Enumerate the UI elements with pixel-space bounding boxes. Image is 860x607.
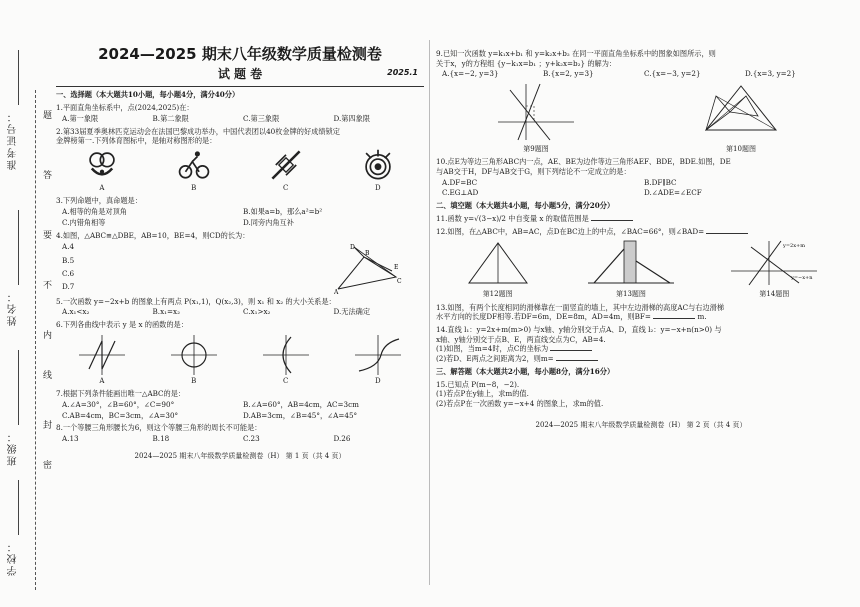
q6-label-b: B [191,376,197,385]
question-14 [436,325,846,364]
q4-option-c[interactable]: C.6 [62,268,75,278]
q13-stem-line2 [436,312,846,322]
q6-label-a: A [99,376,105,385]
q4-label-a: A [334,288,339,295]
q10-option-d[interactable]: D.∠ADE=∠ECF [644,188,702,198]
q4-label-c: C [397,277,402,285]
q14-stem-2: x轴、y轴分别交于点B、E，两直线交点为C，AB=4. [436,334,606,344]
q1-option-a[interactable]: A.第一象限 [62,113,99,123]
q10-stem-2: 与AB交于H，DF与AB交于G，则下列结论不一定成立的是： [436,167,631,177]
table-tennis-icon[interactable] [85,148,119,182]
q10-option-b[interactable]: B.DF∥BC [644,177,677,187]
q4-triangle-figure [334,243,404,295]
q2-stem-line1: 2.第33届夏季奥林匹克运动会在法国巴黎成功举办，中国代表团以40枚金牌的好成绩锁定 [56,126,340,136]
question-9 [436,49,846,79]
q15-sub2: (2)若点P在一次函数 y=−x+4 的图象上，求m的值. [436,398,604,408]
binding-margin [0,40,62,600]
q2-label-c: C [282,184,289,193]
q3-stem: 3.下列命题中，真命题是： [56,196,142,206]
q2-stem-line2: 金牌榜第一.下列体育图标中，是轴对称图形的是： [56,136,217,146]
cycling-icon[interactable] [177,148,211,182]
question-3 [56,196,424,227]
question-8 [56,423,424,443]
q4-option-a[interactable]: A.4 [62,242,75,252]
q1-option-c[interactable]: C.第三象限 [243,113,280,123]
exam-number-label: 准考证号： [8,110,19,170]
q13-stem: 13.如图，有两个长度相同的滑梯靠在一面竖直的墙上，其中左边滑梯的高度AC与右边滑梯 [436,302,725,312]
q7-option-b[interactable]: B.∠A=60°，AB=4cm，AC=3cm [243,399,359,409]
q14-sub2 [436,354,846,364]
q14-sub2-text: (2)若D、E两点之间距离为2，则m= [436,354,554,364]
q13-unit: m. [697,312,707,322]
page-1-footer: 2024—2025 期末八年级数学质量检测卷（H） 第 1 页（共 4 页） [134,452,346,461]
q3-options-row2 [56,218,424,228]
q2-icon-labels [56,184,424,193]
q4-stem: 4.如图，△ABC≌△DBE，AB=10，BE=4，则CD的长为： [56,230,250,240]
page-divider [429,40,430,585]
question-5 [56,297,424,317]
q2-label-d: D [374,184,381,193]
section-3-heading: 三、解答题（本大题共2小题，每小题8分，满分16分） [436,366,615,376]
q6-graph-d[interactable] [353,333,403,377]
q8-option-d[interactable]: D.26 [333,434,351,444]
exam-number-underline [18,50,19,105]
q1-option-b[interactable]: B.第二象限 [152,113,189,123]
seal-line [35,90,36,590]
q7-stem: 7.根据下列条件能画出唯一△ABC的是： [56,389,186,399]
page-2 [436,46,846,430]
q3-option-d[interactable]: D.同旁内角互补 [243,217,294,227]
q4-label-b: B [365,249,370,257]
q14-line2-label: y=−x+n [791,275,813,282]
subtitle-text: 试 题 卷 [217,67,263,82]
q14-graph [729,239,819,287]
q5-stem: 5.一次函数 y=−2x+b 的图象上有两点 P(x₁,1)，Q(x₂,3)，则 x₁ 和 x₂ 的大小关系是： [56,296,336,306]
school-label: 学校： [8,540,19,576]
class-underline [18,350,19,425]
q9-stem: 9.已知一次函数 y=k₁x+b₁ 和 y=k₂x+b₂ 在同一平面直角坐标系中的图象如图所示，则 [436,49,716,58]
q12-answer-blank[interactable] [706,233,748,234]
q4-option-b[interactable]: B.5 [62,255,75,265]
q14-sub2-blank[interactable] [556,360,598,361]
q9-figure [496,82,576,154]
archery-icon[interactable] [269,148,303,182]
q1-options [56,114,424,124]
q5-option-d[interactable]: D.无法确定 [333,307,371,317]
q5-option-c[interactable]: C.x₁>x₂ [243,307,271,317]
q13-answer-blank[interactable] [653,318,695,319]
q8-option-b[interactable]: B.18 [152,434,170,444]
q2-sport-icons [56,148,424,182]
q3-option-c[interactable]: C.内错角相等 [62,217,106,227]
q14-sub1-text: (1)如图，当m=4时，点C的坐标为 [436,344,549,354]
exam-subtitle [56,66,424,82]
exam-date: 2025.1 [387,68,418,78]
q9-options [436,69,846,79]
q12-triangle [463,239,533,287]
q10-option-c[interactable]: C.EG⊥AD [442,188,479,198]
exam-title: 2024—2025 期末八年级数学质量检测卷 [98,45,382,63]
q5-option-a[interactable]: A.x₁<x₂ [62,307,90,317]
q4-label-d: D [350,243,355,251]
q6-graph-b[interactable] [169,333,219,377]
page-1 [56,36,424,461]
class-label: 班级： [8,430,19,466]
q14-stem: 14.直线 l₁：y=2x+m(m>0) 与x轴、y轴分别交于点A、D，直线 l₂：y=−x+n(n>0) 与 [436,324,722,334]
seal-char: 要 [41,230,51,239]
q9-stem-2: 关于x，y的方程组 {y−k₁x=b₁ ；y+k₂x=b₂} 的解为： [436,58,617,68]
q7-options-row2 [56,411,424,421]
q3-option-a[interactable]: A.相等的角是对顶角 [62,207,127,217]
q8-option-a[interactable]: A.13 [62,434,79,444]
seal-char: 线 [41,370,51,379]
question-4 [56,231,424,294]
q9-caption: 第9题图 [523,144,549,153]
q15-sub1: (1)若点P在y轴上，求m的值. [436,389,529,399]
q11-answer-blank[interactable] [591,220,633,221]
q7-option-d[interactable]: D.AB=3cm，∠B=45°，∠A=45° [243,410,358,420]
q14-figure [729,239,819,299]
question-11 [436,214,846,224]
q9-option-d[interactable]: D.{x=3, y=2} [745,69,796,79]
q6-graph-a[interactable] [77,333,127,377]
q5-options [56,307,424,317]
q15-stem: 15.已知点 P(m−8，−2). [436,379,520,389]
q7-options-row1 [56,400,424,410]
q13-figure [586,239,676,299]
q9-q10-figures [436,82,846,154]
q3-options-row1 [56,207,424,217]
q10-triangles [696,82,786,142]
q8-options [56,434,424,444]
q4-label-e: E [394,263,399,271]
q6-label-d: D [374,376,381,385]
q6-graphs [56,333,424,377]
q6-stem: 6.下列各曲线中表示 y 是 x 的函数的是： [56,320,188,330]
question-1 [56,103,424,123]
q12-stem: 12.如图，在△ABC中，AB=AC，点D在BC边上的中点，∠BAC=66°，则∠BAD= [436,226,705,236]
q12-caption: 第12题图 [482,290,513,299]
question-15 [436,380,846,409]
q14-line1-label: y=2x+m [783,243,806,250]
q9-graph [496,82,576,142]
q13-slides [586,239,676,287]
q7-option-a[interactable]: A.∠A=30°，∠B=60°，∠C=90° [62,399,175,409]
q11-stem: 11.函数 y=√(3−x)/2 中自变量 x 的取值范围是 [436,213,589,223]
q12-q14-figures [436,239,846,299]
q2-label-b: B [191,184,197,193]
q12-figure [463,239,533,299]
q1-stem: 1.平面直角坐标系中，点(2024,2025)在： [56,103,194,113]
q13-caption: 第13题图 [616,290,646,299]
q14-sub1-blank[interactable] [550,350,592,351]
q3-option-b[interactable]: B.如果a=b，那么a²=b² [243,207,323,217]
q10-options-row1 [436,178,846,188]
seal-char: 不 [41,280,51,289]
section-1-heading: 一、选择题（本大题共10小题，每小题4分，满分40分） [56,90,240,100]
page-2-footer: 2024—2025 期末八年级数学质量检测卷（H） 第 2 页（共 4 页） [535,421,747,430]
q10-figure [696,82,786,154]
school-underline [18,480,19,535]
title-rule [56,86,424,87]
q9-option-b[interactable]: B.{x=2, y=3} [543,69,594,79]
seal-char: 答 [41,170,51,179]
seal-char: 封 [41,420,51,429]
question-12 [436,227,846,237]
q14-sub1 [436,344,846,354]
name-underline [18,210,19,285]
q10-stem: 10.点E为等边三角形ABC内一点，AE、BE为边作等边三角形AEF、BDE，BDE.如图，DE [436,157,731,167]
q8-option-c[interactable]: C.23 [243,434,260,444]
q14-caption: 第14题图 [759,290,790,299]
question-7 [56,389,424,420]
q4-option-d[interactable]: D.7 [62,282,75,292]
q6-label-c: C [282,376,289,385]
question-2 [56,127,424,194]
q10-option-a[interactable]: A.DF=BC [442,177,478,187]
q8-stem: 8.一个等腰三角形腰长为6，则这个等腰三角形的周长不可能是： [56,423,262,433]
q2-label-a: A [99,184,105,193]
section-2-heading: 二、填空题（本大题共4小题，每小题5分，满分20分） [436,201,615,211]
q6-graph-c[interactable] [261,333,311,377]
shooting-target-icon[interactable] [361,148,395,182]
q10-caption: 第10题图 [726,144,756,153]
q9-option-c[interactable]: C.{x=−3, y=2} [644,69,701,79]
question-13 [436,303,846,322]
q1-option-d[interactable]: D.第四象限 [333,113,371,123]
seal-char: 内 [41,330,51,339]
name-label: 姓名： [8,290,19,326]
seal-char: 密 [41,460,51,469]
seal-char: 题 [41,110,51,119]
q7-option-c[interactable]: C.AB=4cm，BC=3cm，∠A=30° [62,410,179,420]
q9-option-a[interactable]: A.{x=−2, y=3} [442,69,499,79]
q5-option-b[interactable]: B.x₁=x₂ [152,307,180,317]
q6-graph-labels [56,377,424,386]
q13-stem-2: 水平方向的长度DF相等.若DF=6m，DE=8m，AD=4m，则BF= [436,312,651,322]
question-10 [436,157,846,198]
q10-options-row2 [436,188,846,198]
question-6 [56,320,424,386]
